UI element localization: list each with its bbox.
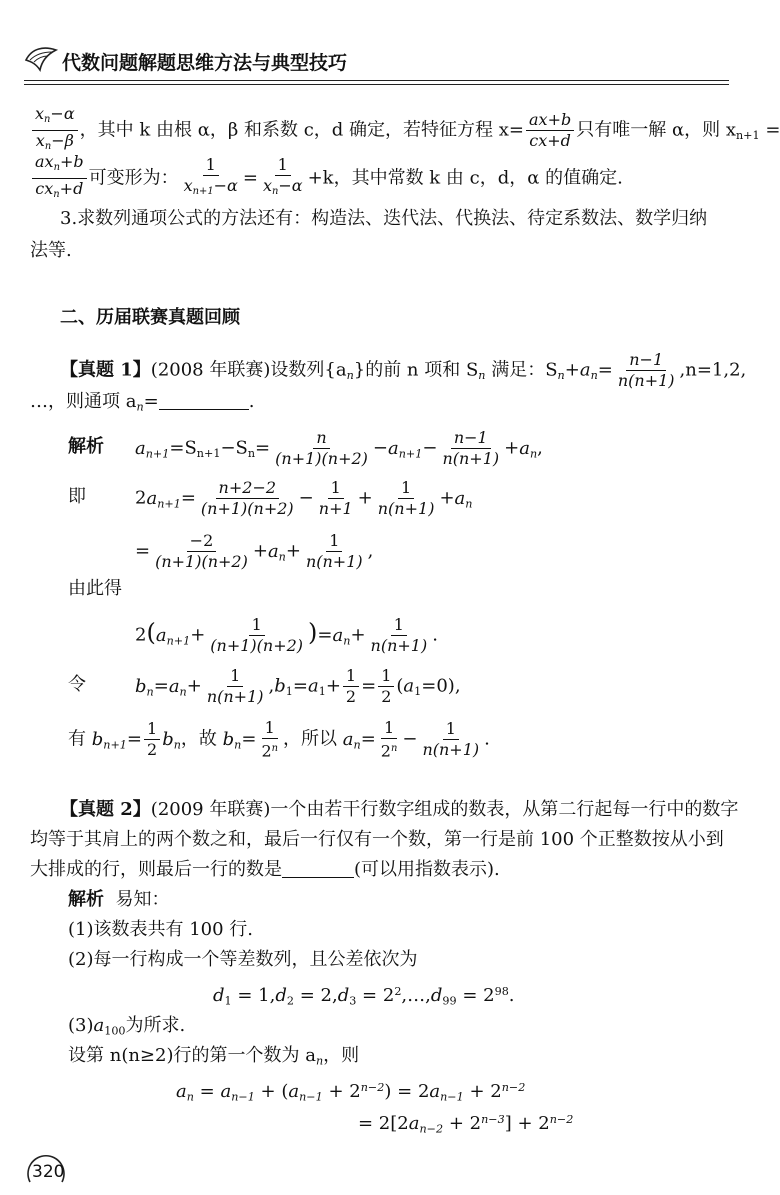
problem2-step4: 设第 n(n≥2)行的第一个数为 $a_n$，则 — [68, 1045, 360, 1068]
problem2-step1: (1)该数表共有 100 行. — [68, 919, 254, 940]
fraction: $\frac{1}{x_{n+1}-\alpha}$ — [183, 154, 238, 197]
header-rule-thin — [24, 84, 729, 85]
fraction: $\frac{1}{n(n+1)}$ — [377, 478, 435, 518]
problem1-line2: …，则通项 $a_n=$ . — [30, 391, 255, 414]
fraction: $\frac{1}{n(n+1)}$ — [305, 531, 363, 571]
answer-blank — [159, 391, 249, 410]
fraction: $\frac{n}{(n+1)(n+2)}$ — [275, 428, 368, 468]
fraction: $\frac{n-1}{n(n+1)}$ — [617, 350, 675, 390]
problem2-step3: $(3)a_{100}$为所求. — [68, 1015, 186, 1038]
equation-6: 有 $b_{n+1}=$ $\frac{1}{2}$ $b_n$，故 $b_n=$ $\frac{1}{2^n}$ ，所以 $a_n=$ $\frac{1}{2^n}$ − $\frac{1}{n(n+1)}$ . — [68, 718, 490, 761]
fraction: $\frac{n-1}{n(n+1)}$ — [442, 428, 500, 468]
equation-4: $2(a_{n+1}+$ $\frac{1}{(n+1)(n+2)}$ )$=a_n+$ $\frac{1}{n(n+1)}$ . — [135, 615, 438, 655]
fraction: $\frac{ax_n+b}{cx_n+d}$ — [32, 152, 87, 205]
equation-5: $b_n=a_n+$ $\frac{1}{n(n+1)}$ $,b_1=a_1+$ $\frac{1}{2}$ = $\frac{1}{2}$ $(a_1=0)$, — [135, 666, 461, 706]
problem1-statement: 【真题 1】(2008 年联赛)设数列$\{a_n\}$的前 n 项和 $S_n$ 满足：$S_n+a_n=$ $\frac{n-1}{n(n+1)}$ ,n=1,2, — [60, 350, 747, 390]
fraction: $\frac{1}{2}$ — [378, 666, 394, 707]
ji-label: 即 — [68, 486, 86, 507]
section-title: 二、历届联赛真题回顾 — [60, 307, 240, 328]
fraction: $\frac{1}{2}$ — [343, 666, 359, 707]
fraction: $\frac{1}{n(n+1)}$ — [422, 719, 480, 760]
differences-formula: $d_1 = 1,d_2 = 2,d_3$ = $2^2,\dots,d_{99} = 2^{98}$. — [213, 985, 515, 1008]
intro-item-3: 3.求数列通项公式的方法还有：构造法、迭代法、代换法、待定系数法、数学归纳 — [60, 208, 708, 229]
intro-line-2: $\frac{ax_n+b}{cx_n+d}$ 可变形为： $\frac{1}{x_{n+1}-\alpha}$ = $\frac{1}{x_n-\alpha}$ +k，其中常数 k 由 c，d，α 的值确定. — [30, 152, 623, 205]
equation-1: $a_{n+1}=S_{n+1}-S_n=$ $\frac{n}{(n+1)(n+2)}$ $-a_{n+1}-$ $\frac{n-1}{n(n+1)}$ $+a_n$, — [135, 428, 543, 468]
intro-line-1: $\frac{x_n-\alpha}{x_n-\beta}$ ，其中 k 由根 α，β 和系数 c，d 确定，若特征方程 x= $\frac{ax+b}{cx+d}$ 只有唯一解 α，则 $x_{n+1}$ = — [30, 104, 780, 157]
page-number: 320 — [32, 1162, 65, 1182]
equation-3: = $\frac{-2}{(n+1)(n+2)}$ $+a_n+$ $\frac{1}{n(n+1)}$ , — [135, 531, 374, 571]
equation-2: $2a_{n+1}=$ $\frac{n+2-2}{(n+1)(n+2)}$ − $\frac{1}{n+1}$ + $\frac{1}{n(n+1)}$ $+a_n$ — [135, 478, 473, 518]
answer-blank — [282, 859, 354, 878]
fraction: $\frac{-2}{(n+1)(n+2)}$ — [155, 531, 248, 571]
ling-label: 令 — [68, 674, 86, 695]
recurrence-1: $a_n = a_{n-1} + (a_{n-1} + 2^{n-2}) = 2a_{n-1} + 2^{n-2}$ — [176, 1081, 526, 1104]
problem2-line1: 【真题 2】(2009 年联赛)一个由若干行数字组成的数表，从第二行起每一行中的数字 — [60, 799, 739, 820]
fraction: $\frac{1}{x_n-\alpha}$ — [262, 154, 303, 197]
analysis-label: 解析 — [68, 436, 104, 457]
problem2-line2: 均等于其肩上的两个数之和，最后一行仅有一个数，第一行是前 100 个正整数按从小到 — [30, 829, 724, 850]
you-ci-de-label: 由此得 — [68, 578, 122, 599]
fraction: $\frac{n+2-2}{(n+1)(n+2)}$ — [200, 478, 294, 518]
book-title: 代数问题解题思维方法与典型技巧 — [62, 52, 348, 74]
fraction: $\frac{1}{n(n+1)}$ — [370, 615, 428, 655]
fraction: $\frac{1}{2}$ — [144, 719, 160, 760]
fraction: $\frac{1}{n(n+1)}$ — [206, 666, 264, 706]
problem2-line3: 大排成的行，则最后一行的数是 (可以用指数表示). — [30, 859, 500, 880]
fraction: $\frac{x_n-\alpha}{x_n-\beta}$ — [32, 104, 78, 157]
header-rule — [24, 80, 729, 81]
recurrence-2: = $2[2a_{n-2} + 2^{n-3}] + 2^{n-2}$ — [358, 1113, 574, 1136]
fraction: $\frac{1}{2^n}$ — [261, 718, 279, 761]
fraction: $\frac{ax+b}{cx+d}$ — [526, 110, 574, 151]
fraction: $\frac{1}{2^n}$ — [380, 718, 398, 761]
fraction: $\frac{1}{n+1}$ — [318, 478, 353, 518]
fraction: $\frac{1}{(n+1)(n+2)}$ — [210, 615, 304, 655]
problem2-analysis: 解析 易知： — [68, 889, 170, 910]
book-logo-icon — [24, 44, 58, 74]
problem2-step2: (2)每一行构成一个等差数列，且公差依次为 — [68, 949, 418, 970]
intro-item-3-cont: 法等. — [30, 240, 72, 261]
